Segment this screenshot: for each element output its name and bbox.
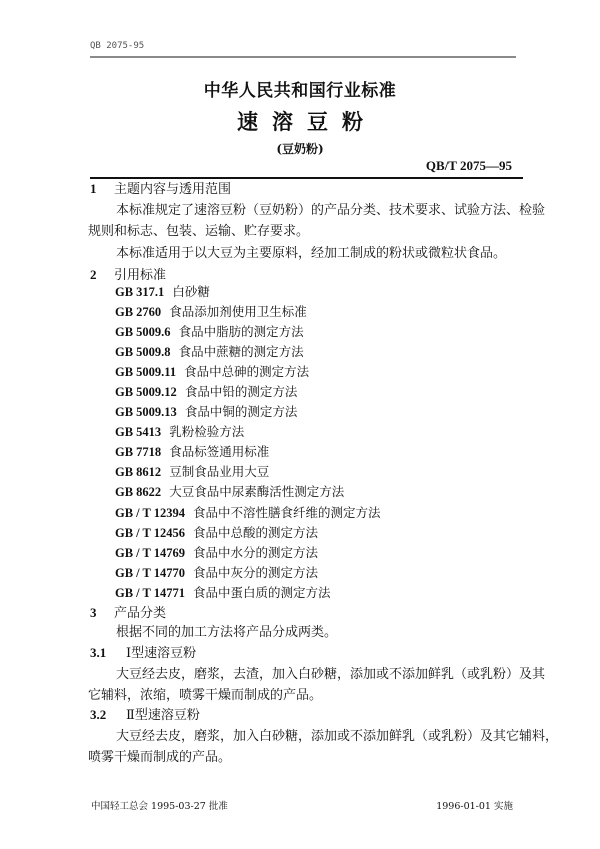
section-1-paragraph-2: 本标准适用于以大豆为主要原料，经加工制成的粉状或微粒状食品。 xyxy=(116,246,507,261)
reference-item: GB 5413 乳粉检验方法 xyxy=(115,424,245,439)
section-2-heading xyxy=(90,267,166,284)
reference-item: GB 8612 豆制食品业用大豆 xyxy=(115,464,270,479)
section-title: 产品分类 xyxy=(114,606,167,621)
section-title: Ⅰ型速溶豆粉 xyxy=(126,646,197,661)
section-3-1-line-1: 大豆经去皮，磨浆，去渣，加入白砂糖，添加或不添加鲜乳（或乳粉）及其 xyxy=(116,667,546,682)
section-number: 3 xyxy=(90,605,97,620)
reference-item: GB 317.1 白砂糖 xyxy=(115,284,210,299)
section-1-paragraph-1-line-1: 本标准规定了速溶豆粉（豆奶粉）的产品分类、技术要求、试验方法、检验 xyxy=(116,203,546,218)
reference-item: GB / T 14771 食品中蛋白质的测定方法 xyxy=(115,585,331,600)
section-3-heading xyxy=(90,605,166,622)
header-rule xyxy=(90,56,516,58)
approval-note: 中国轻工总会 1995-03-27 批准 xyxy=(91,801,228,812)
section-3-paragraph: 根据不同的加工方法将产品分成两类。 xyxy=(116,625,338,640)
reference-item: GB 2760 食品添加剂使用卫生标准 xyxy=(115,304,307,319)
reference-item: GB / T 12394 食品中不溶性膳食纤维的测定方法 xyxy=(115,505,381,520)
product-title: 速溶豆粉 xyxy=(237,110,377,134)
effective-date-note: 1996-01-01 实施 xyxy=(436,801,513,812)
section-3-2-line-1: 大豆经去皮，磨浆，加入白砂糖，添加或不添加鲜乳（或乳粉）及其它辅料， xyxy=(116,729,559,744)
section-1-heading xyxy=(90,181,231,198)
running-head: QB 2075-95 xyxy=(90,41,145,51)
section-title: 主题内容与透用范围 xyxy=(114,182,232,197)
standard-code: QB/T 2075—95 xyxy=(425,158,512,173)
section-number: 1 xyxy=(90,181,97,196)
section-1-paragraph-1-line-2: 规则和标志、包装、运输、贮存要求。 xyxy=(88,224,310,239)
section-3-2-line-2: 喷雾干燥而制成的产品。 xyxy=(88,750,232,765)
section-3-1-heading xyxy=(90,645,196,662)
section-title: Ⅱ型速溶豆粉 xyxy=(126,708,200,723)
product-alt-name: (豆奶粉) xyxy=(276,142,324,156)
reference-item: GB 5009.12 食品中铅的测定方法 xyxy=(115,384,298,399)
reference-item: GB / T 12456 食品中总酸的测定方法 xyxy=(115,525,319,540)
section-title: 引用标准 xyxy=(114,268,167,283)
reference-item: GB 5009.8 食品中蔗糖的测定方法 xyxy=(115,344,304,359)
section-3-2-heading xyxy=(90,707,200,724)
section-number: 3.2 xyxy=(90,707,107,722)
reference-item: GB 5009.13 食品中铜的测定方法 xyxy=(115,404,298,419)
reference-item: GB 7718 食品标签通用标准 xyxy=(115,444,270,459)
section-number: 2 xyxy=(90,267,97,282)
reference-item: GB 8622 大豆食品中尿素酶活性测定方法 xyxy=(115,484,345,499)
reference-item: GB / T 14770 食品中灰分的测定方法 xyxy=(115,565,319,580)
section-3-1-line-2: 它辅料，浓缩，喷雾干燥而制成的产品。 xyxy=(88,688,323,703)
title-rule xyxy=(90,177,523,179)
section-number: 3.1 xyxy=(90,645,107,660)
reference-item: GB 5009.11 食品中总砷的测定方法 xyxy=(115,364,310,379)
reference-item: GB / T 14769 食品中水分的测定方法 xyxy=(115,545,319,560)
reference-item: GB 5009.6 食品中脂肪的测定方法 xyxy=(115,324,304,339)
issuing-body-title: 中华人民共和国行业标准 xyxy=(203,81,397,101)
